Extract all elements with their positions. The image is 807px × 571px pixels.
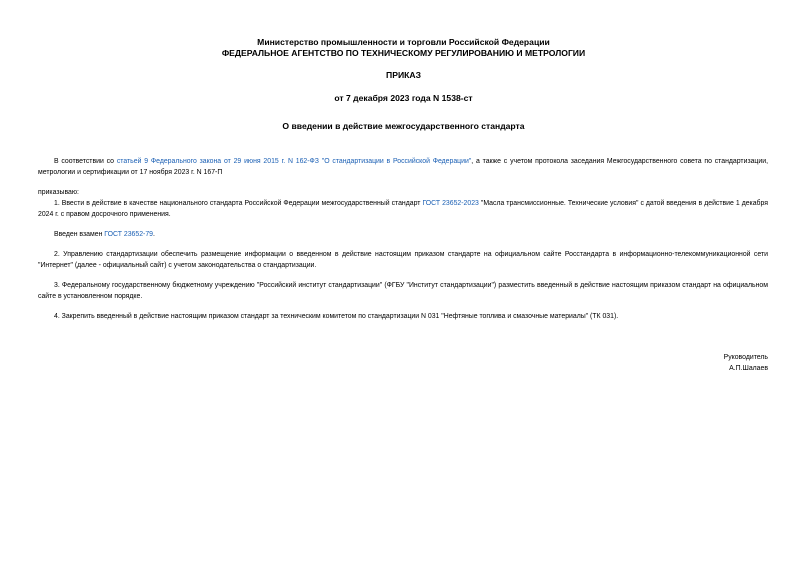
gost-79-link[interactable]: ГОСТ 23652-79 [104, 231, 153, 238]
signature-title: Руководитель [723, 354, 768, 361]
ministry-name: Министерство промышленности и торговли Российской Федерации [257, 37, 550, 47]
preamble-text-after: , а также с учетом протокола заседания Межгосударственного совета по стандартизации, метрологии и сертификации от 17 ноября 2023 г. N 167-П [38, 158, 768, 176]
item-1-paragraph [38, 198, 768, 220]
federal-law-link[interactable]: статьей 9 Федерального закона от 29 июня 2015 г. N 162-ФЗ "О стандартизации в Российской Федерации" [116, 158, 472, 165]
document-date-number: от 7 декабря 2023 года N 1538-ст [334, 93, 473, 103]
order-word: приказываю: [38, 189, 79, 196]
item-4-paragraph: 4. Закрепить введенный в действие настоящим приказом стандарт за техническим комитетом по стандартизации N 031 "Нефтяные топлива и смазочные материалы" (ТК 031). [54, 313, 619, 320]
item-1-text-before: 1. Ввести в действие в качестве национального стандарта Российской Федерации межгосударственный стандарт [54, 200, 423, 207]
preamble-text-before: В соответствии со [54, 158, 117, 165]
item-1-text-after: "Масла трансмиссионные. Технические условия" с датой введения в действие 1 декабря 2024 г. с правом досрочного применения. [38, 200, 768, 218]
item-2-paragraph: 2. Управлению стандартизации обеспечить размещение информации о введенном в действие настоящим приказом стандарте на официальном сайте Росстандарта в информационно-телекоммуникационной сети "Интернет" (далее - официальный сайт) с учетом законодательства о стандартизации. [38, 251, 768, 269]
replacement-text-after: . [153, 231, 155, 238]
document-type: ПРИКАЗ [386, 70, 421, 80]
replacement-paragraph [38, 229, 768, 240]
replacement-text-before: Введен взамен [54, 231, 105, 238]
signature-name: А.П.Шалаев [729, 365, 768, 372]
document-subject: О введении в действие межгосударственного стандарта [282, 121, 525, 131]
agency-name: ФЕДЕРАЛЬНОЕ АГЕНТСТВО ПО ТЕХНИЧЕСКОМУ РЕГУЛИРОВАНИЮ И МЕТРОЛОГИИ [221, 48, 586, 58]
item-3-paragraph: 3. Федеральному государственному бюджетному учреждению "Российский институт стандартизации" (ФГБУ "Институт стандартизации") разместить введенный в действие настоящим приказом стандарт на официальном сайте в установленном порядке. [38, 282, 768, 300]
preamble-paragraph [38, 156, 768, 178]
gost-2023-link[interactable]: ГОСТ 23652-2023 [422, 200, 479, 207]
